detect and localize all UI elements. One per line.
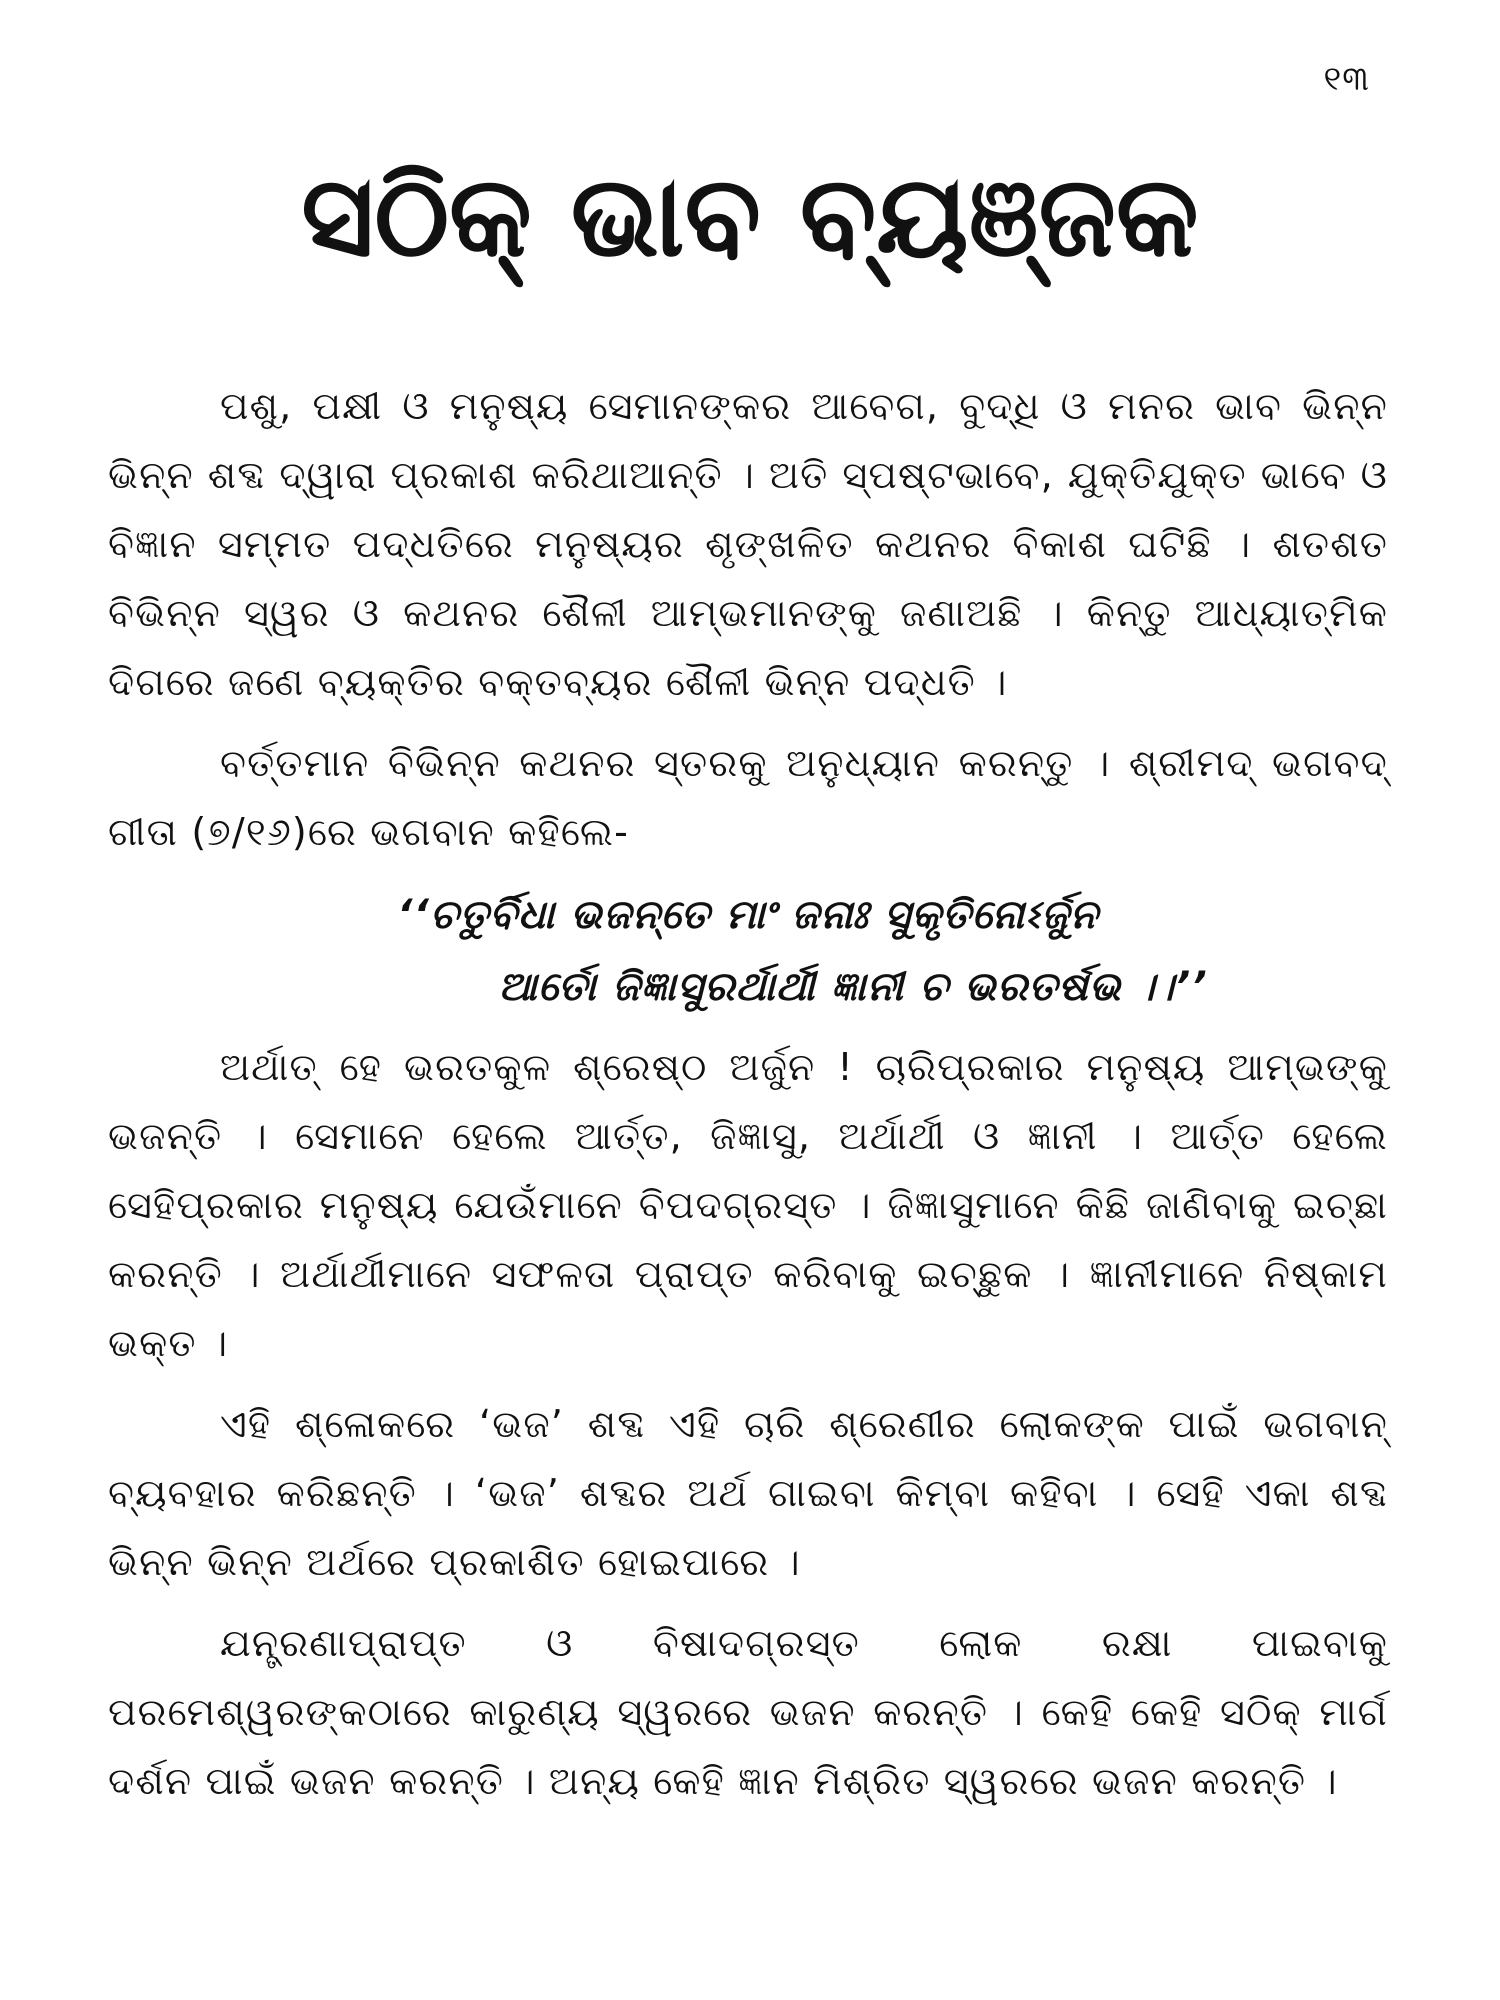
- paragraph-1: ପଶୁ, ପକ୍ଷୀ ଓ ମନୁଷ୍ୟ ସେମାନଙ୍କର ଆବେଗ, ବୁଦ୍ଧି ଓ ମନର ଭାବ ଭିନ୍ନ ଭିନ୍ନ ଶବ୍ଦ ଦ୍ୱାରା ପ୍ରକାଶ କରିଥାଆନ୍ତି । ଅତି ସ୍ପଷ୍ଟଭାବେ, ଯୁକ୍ତିଯୁକ୍ତ ଭାବେ ଓ ବିଜ୍ଞାନ ସମ୍ମତ ପଦ୍ଧତିରେ ମନୁଷ୍ୟର ଶୃଙ୍ଖଳିତ କଥନର ବିକାଶ ଘଟିଛି । ଶତଶତ ବିଭିନ୍ନ ସ୍ୱର ଓ କଥନର ଶୈଳୀ ଆମ୍ଭମାନଙ୍କୁ ଜଣାଅଛି । କିନ୍ତୁ ଆଧ୍ୟାତ୍ମିକ ଦିଗରେ ଜଣେ ବ୍ୟକ୍ତିର ବକ୍ତବ୍ୟର ଶୈଳୀ ଭିନ୍ନ ପଦ୍ଧତି ।: [108, 384, 1388, 704]
- page-title: ସଠିକ୍ ଭାବ ବ୍ୟଞ୍ଜକ: [301, 152, 1199, 282]
- verse-line-1: ‘‘ଚତୁର୍ବିଧା ଭଜନ୍ତେ ମାଂ ଜନାଃ ସୁକୃତିନୋଽର୍ଜୁନ: [397, 892, 1099, 938]
- paragraph-3: ଅର୍ଥାତ୍ ହେ ଭରତକୁଳ ଶ୍ରେଷ୍ଠ ଅର୍ଜୁନ ! ଚାରିପ୍ରକାର ମନୁଷ୍ୟ ଆମ୍ଭଙ୍କୁ ଭଜନ୍ତି । ସେମାନେ ହେଲେ ଆର୍ତ୍ତ, ଜିଜ୍ଞାସୁ, ଅର୍ଥାର୍ଥୀ ଓ ଜ୍ଞାନୀ । ଆର୍ତ୍ତ ହେଲେ ସେହିପ୍ରକାର ମନୁଷ୍ୟ ଯେଉଁମାନେ ବିପଦଗ୍ରସ୍ତ । ଜିଜ୍ଞାସୁମାନେ କିଛି ଜାଣିବାକୁ ଇଚ୍ଛା କରନ୍ତି । ଅର୍ଥାର୍ଥୀମାନେ ସଫଳତା ପ୍ରାପ୍ତ କରିବାକୁ ଇଚ୍ଛୁକ । ଜ୍ଞାନୀମାନେ ନିଷ୍କାମ ଭକ୍ତ ।: [108, 1045, 1388, 1365]
- paragraph-2: ବର୍ତ୍ତମାନ ବିଭିନ୍ନ କଥନର ସ୍ତରକୁ ଅନୁଧ୍ୟାନ କରନ୍ତୁ । ଶ୍ରୀମଦ୍ ଭଗବଦ୍ ଗୀତା (୭/୧୬)ରେ ଭଗବାନ କହିଲେ-: [108, 741, 1388, 854]
- paragraph-5: ଯନ୍ତ୍ରଣାପ୍ରାପ୍ତ ଓ ବିଷାଦଗ୍ରସ୍ତ ଲୋକ ରକ୍ଷା ପାଇବାକୁ ପରମେଶ୍ୱରଙ୍କଠାରେ କାରୁଣ୍ୟ ସ୍ୱରରେ ଭଜନ କରନ୍ତି । କେହି କେହି ସଠିକ୍ ମାର୍ଗ ଦର୍ଶନ ପାଇଁ ଭଜନ କରନ୍ତି । ଅନ୍ୟ କେହି ଜ୍ଞାନ ମିଶ୍ରିତ ସ୍ୱରରେ ଭଜନ କରନ୍ତି ।: [108, 1621, 1388, 1803]
- paragraph-4: ଏହି ଶ୍ଳୋକରେ ‘ଭଜ’ ଶବ୍ଦ ଏହି ଚାରି ଶ୍ରେଣୀର ଲୋକଙ୍କ ପାଇଁ ଭଗବାନ୍ ବ୍ୟବହାର କରିଛନ୍ତି । ‘ଭଜ’ ଶବ୍ଦର ଅର୍ଥ ଗାଇବା କିମ୍ବା କହିବା । ସେହି ଏକା ଶବ୍ଦ ଭିନ୍ନ ଭିନ୍ନ ଅର୍ଥରେ ପ୍ରକାଶିତ ହୋଇପାରେ ।: [108, 1402, 1388, 1584]
- body-text: [108, 372, 1388, 1828]
- verse-line-2: ଆର୍ତୋ ଜିଜ୍ଞାସୁରର୍ଥାର୍ଥୀ ଜ୍ଞାନୀ ଚ ଭରତର୍ଷଭ ।।’’: [498, 964, 1208, 1010]
- page-number: ୧୩: [1323, 59, 1370, 99]
- verse-quote: [108, 879, 1388, 1023]
